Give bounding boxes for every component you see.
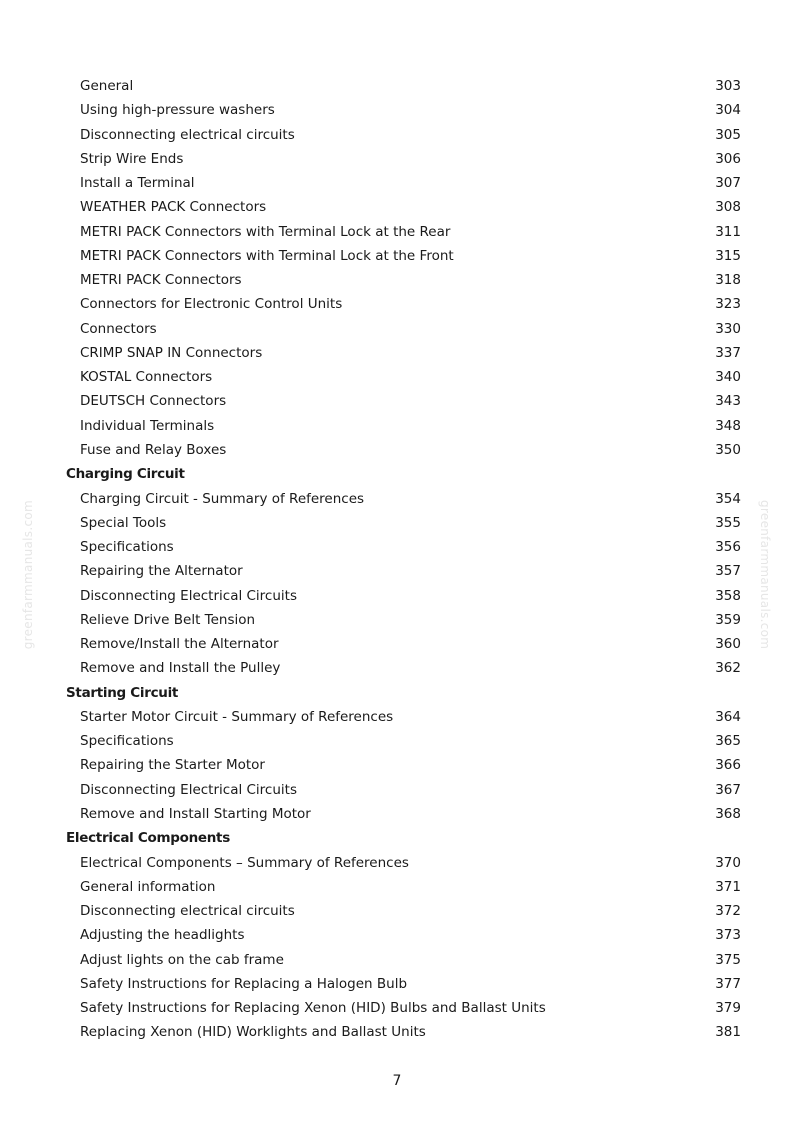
entry-title: Individual Terminals — [80, 417, 215, 434]
entry-title: Safety Instructions for Replacing a Halogen Bulb — [80, 975, 408, 992]
entry-title: Charging Circuit - Summary of References — [80, 490, 365, 507]
entry-page-number: 318 — [715, 272, 741, 289]
entry-title: Connectors — [80, 320, 157, 337]
entry-title: Fuse and Relay Boxes — [80, 441, 227, 458]
toc-entry[interactable] — [0, 99, 794, 123]
entry-page-number: 307 — [715, 175, 741, 192]
toc-entry[interactable] — [0, 852, 794, 876]
entry-title: Disconnecting Electrical Circuits — [80, 781, 297, 798]
entry-page-number: 323 — [715, 296, 741, 313]
entry-title: Starter Motor Circuit - Summary of References — [80, 708, 394, 725]
entry-page-number: 315 — [715, 247, 741, 264]
toc-entry[interactable] — [0, 366, 794, 390]
toc-entry[interactable] — [0, 730, 794, 754]
entry-title: Connectors for Electronic Control Units — [80, 296, 343, 313]
entry-page-number: 367 — [715, 781, 741, 798]
entry-page-number: 308 — [715, 199, 741, 216]
toc-entry[interactable] — [0, 221, 794, 245]
entry-title: Remove and Install the Pulley — [80, 660, 281, 677]
section-title: Electrical Components — [66, 830, 230, 847]
toc-entry[interactable] — [0, 706, 794, 730]
toc-entry[interactable] — [0, 1021, 794, 1045]
entry-title: KOSTAL Connectors — [80, 369, 213, 386]
entry-page-number: 362 — [715, 660, 741, 677]
toc-entry[interactable] — [0, 512, 794, 536]
entry-page-number: 371 — [715, 878, 741, 895]
toc-entry[interactable] — [0, 124, 794, 148]
toc-entry[interactable] — [0, 949, 794, 973]
entry-title: METRI PACK Connectors — [80, 272, 242, 289]
entry-page-number: 379 — [715, 1000, 741, 1017]
toc-entry[interactable] — [0, 924, 794, 948]
entry-page-number: 359 — [715, 611, 741, 628]
entry-page-number: 364 — [715, 708, 741, 725]
entry-title: Repairing the Alternator — [80, 563, 243, 580]
entry-page-number: 337 — [715, 344, 741, 361]
toc-entry[interactable] — [0, 973, 794, 997]
toc-entry[interactable] — [0, 439, 794, 463]
toc-entry[interactable] — [0, 609, 794, 633]
entry-title: Using high-pressure washers — [80, 102, 275, 119]
toc-entry[interactable] — [0, 536, 794, 560]
entry-page-number: 354 — [715, 490, 741, 507]
entry-title: Strip Wire Ends — [80, 150, 184, 167]
toc-entry[interactable] — [0, 633, 794, 657]
entry-page-number: 375 — [715, 951, 741, 968]
entry-title: Replacing Xenon (HID) Worklights and Ballast Units — [80, 1024, 426, 1041]
entry-page-number: 356 — [715, 539, 741, 556]
page-number: 7 — [392, 1073, 402, 1089]
entry-title: Remove/Install the Alternator — [80, 636, 279, 653]
entry-page-number: 365 — [715, 733, 741, 750]
table-of-contents — [0, 75, 794, 1046]
toc-section-heading — [0, 827, 794, 851]
toc-entry[interactable] — [0, 900, 794, 924]
entry-title: Disconnecting electrical circuits — [80, 903, 295, 920]
entry-page-number: 370 — [715, 854, 741, 871]
entry-title: General information — [80, 878, 216, 895]
entry-title: Adjust lights on the cab frame — [80, 951, 284, 968]
entry-page-number: 330 — [715, 320, 741, 337]
toc-entry[interactable] — [0, 172, 794, 196]
toc-entry[interactable] — [0, 779, 794, 803]
toc-entry[interactable] — [0, 318, 794, 342]
entry-page-number: 311 — [715, 223, 741, 240]
entry-title: WEATHER PACK Connectors — [80, 199, 267, 216]
toc-entry[interactable] — [0, 75, 794, 99]
entry-page-number: 355 — [715, 514, 741, 531]
entry-title: Adjusting the headlights — [80, 927, 245, 944]
entry-page-number: 305 — [715, 126, 741, 143]
toc-entry[interactable] — [0, 560, 794, 584]
entry-page-number: 350 — [715, 441, 741, 458]
toc-entry[interactable] — [0, 390, 794, 414]
toc-entry[interactable] — [0, 803, 794, 827]
toc-entry[interactable] — [0, 876, 794, 900]
entry-title: Disconnecting electrical circuits — [80, 126, 295, 143]
toc-entry[interactable] — [0, 754, 794, 778]
entry-title: DEUTSCH Connectors — [80, 393, 227, 410]
toc-entry[interactable] — [0, 997, 794, 1021]
entry-page-number: 373 — [715, 927, 741, 944]
entry-page-number: 348 — [715, 417, 741, 434]
toc-entry[interactable] — [0, 488, 794, 512]
entry-title: Special Tools — [80, 514, 167, 531]
toc-section-heading — [0, 682, 794, 706]
entry-title: Electrical Components – Summary of References — [80, 854, 409, 871]
entry-title: Disconnecting Electrical Circuits — [80, 587, 297, 604]
entry-title: Remove and Install Starting Motor — [80, 805, 311, 822]
toc-entry[interactable] — [0, 245, 794, 269]
entry-title: Specifications — [80, 733, 174, 750]
section-title: Starting Circuit — [66, 684, 179, 701]
toc-entry[interactable] — [0, 657, 794, 681]
entry-title: General — [80, 78, 134, 94]
entry-page-number: 306 — [715, 150, 741, 167]
entry-title: Specifications — [80, 539, 174, 556]
toc-entry[interactable] — [0, 342, 794, 366]
entry-title: Install a Terminal — [80, 175, 195, 192]
entry-page-number: 360 — [715, 636, 741, 653]
entry-title: METRI PACK Connectors with Terminal Lock at the Rear — [80, 223, 451, 240]
entry-title: CRIMP SNAP IN Connectors — [80, 344, 263, 361]
entry-page-number: 368 — [715, 805, 741, 822]
entry-page-number: 358 — [715, 587, 741, 604]
entry-page-number: 304 — [715, 102, 741, 119]
entry-title: Safety Instructions for Replacing Xenon (HID) Bulbs and Ballast Units — [80, 1000, 546, 1017]
entry-page-number: 372 — [715, 903, 741, 920]
entry-page-number: 303 — [715, 78, 741, 94]
entry-page-number: 357 — [715, 563, 741, 580]
watermark-left: greenfarmmanuals.com — [21, 500, 35, 650]
toc-entry[interactable] — [0, 148, 794, 172]
toc-section-heading — [0, 463, 794, 487]
entry-page-number: 377 — [715, 975, 741, 992]
toc-entry[interactable] — [0, 293, 794, 317]
entry-page-number: 340 — [715, 369, 741, 386]
toc-entry[interactable] — [0, 585, 794, 609]
entry-page-number: 366 — [715, 757, 741, 774]
entry-title: METRI PACK Connectors with Terminal Lock at the Front — [80, 247, 454, 264]
entry-title: Repairing the Starter Motor — [80, 757, 265, 774]
entry-page-number: 381 — [715, 1024, 741, 1041]
toc-entry[interactable] — [0, 196, 794, 220]
section-title: Charging Circuit — [66, 466, 185, 483]
toc-entry[interactable] — [0, 269, 794, 293]
entry-title: Relieve Drive Belt Tension — [80, 611, 256, 628]
entry-page-number: 343 — [715, 393, 741, 410]
toc-entry[interactable] — [0, 415, 794, 439]
watermark-right: greenfarmmanuals.com — [758, 500, 772, 650]
